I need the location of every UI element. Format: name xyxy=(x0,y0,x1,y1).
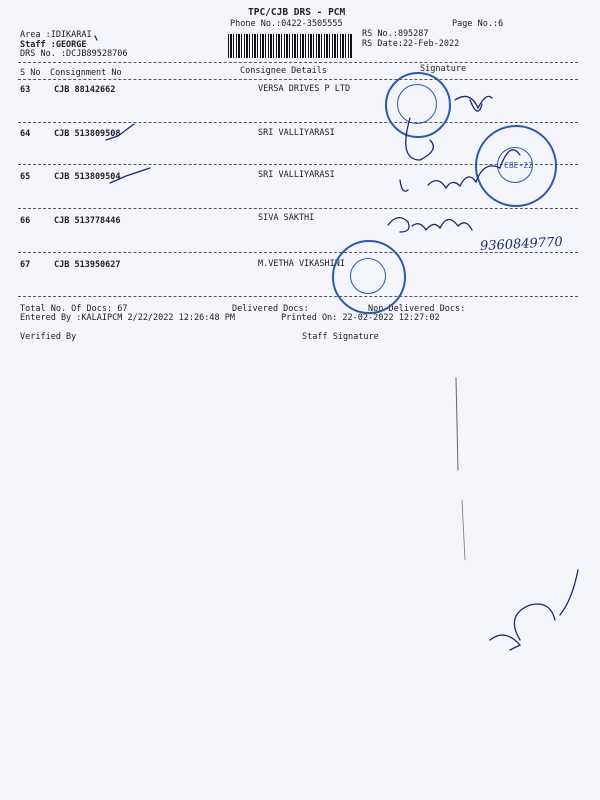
row-consignment: CJB 88142662 xyxy=(54,85,116,95)
phone-number: Phone No.:0422-3505555 xyxy=(230,19,343,29)
rs-date: RS Date:22-Feb-2022 xyxy=(362,39,460,49)
area-label: Area :IDIKARAI xyxy=(20,30,92,40)
vertical-line xyxy=(456,378,458,470)
col-consignee: Consignee Details xyxy=(240,66,327,76)
signature-scribble xyxy=(400,118,433,191)
row-consignment: CJB 513950627 xyxy=(54,260,121,270)
signature-scribble xyxy=(388,218,472,232)
tick-mark xyxy=(110,168,150,183)
row-sno: 63 xyxy=(20,85,31,95)
row-consignment: CJB 513809508 xyxy=(54,129,121,139)
drs-number: DRS No. :DCJB89528706 xyxy=(20,49,128,59)
signature-scribble xyxy=(428,150,520,188)
valliyarasi-yarns-stamp: CBE-22 xyxy=(475,125,557,207)
row-consignee: M.VETHA VIKASHINI xyxy=(258,259,345,269)
col-signature: Signature xyxy=(420,64,467,74)
verified-by: Verified By xyxy=(20,332,77,342)
handwritten-phone: 9360849770 xyxy=(479,234,564,255)
delivered-docs: Delivered Docs: xyxy=(232,304,309,314)
staff-signature-label: Staff Signature xyxy=(302,332,379,342)
doodle xyxy=(490,570,578,650)
signature-scribble xyxy=(455,96,492,111)
staff-label: Staff :GEORGE xyxy=(20,40,87,50)
document-title: TPC/CJB DRS - PCM xyxy=(248,7,346,18)
row-consignment: CJB 513809504 xyxy=(54,172,121,182)
rs-number: RS No.:895287 xyxy=(362,29,429,39)
non-delivered-docs: Non Delivered Docs: xyxy=(368,304,466,314)
col-sno: S No xyxy=(20,68,41,78)
row-sno: 65 xyxy=(20,172,31,182)
row-sno: 67 xyxy=(20,260,31,270)
page-number: Page No.:6 xyxy=(452,19,504,29)
total-docs: Total No. Of Docs: 67 xyxy=(20,304,128,314)
row-consignment: CJB 513778446 xyxy=(54,216,121,226)
col-consignment: Consignment No xyxy=(50,68,122,78)
row-consignee: SIVA SAKTHI xyxy=(258,213,315,223)
row-consignee: VERSA DRIVES P LTD xyxy=(258,84,351,94)
row-consignee: SRI VALLIYARASI xyxy=(258,170,335,180)
row-sno: 64 xyxy=(20,129,31,139)
vertical-line xyxy=(462,500,465,560)
margin-mark xyxy=(95,36,97,40)
row-sno: 66 xyxy=(20,216,31,226)
entered-by: Entered By :KALAIPCM 2/22/2022 12:26:48 PM xyxy=(20,313,235,323)
printed-on: Printed On: 22-02-2022 12:27:02 xyxy=(281,313,440,323)
tick-mark xyxy=(106,124,134,140)
row-consignee: SRI VALLIYARASI xyxy=(258,128,335,138)
